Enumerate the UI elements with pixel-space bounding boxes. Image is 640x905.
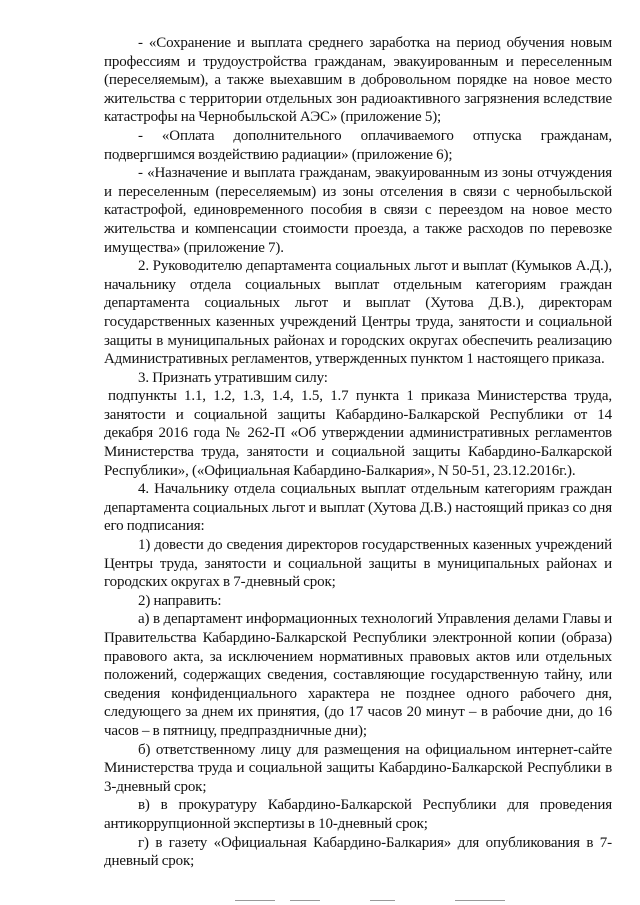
scan-artifact-line [455, 900, 505, 901]
paragraph-appendix-7: - «Назначение и выплата гражданам, эвакуированным из зоны отчуждения и переселенным (переселяемым) из зоны отселения в связи с чернобыльской катастрофой, единовременного пособия в связи с переездом на новое место жительства и компенсации стоимости проезда, а также расходов по перевозке имущества» (приложение 7). [104, 165, 612, 256]
paragraph-repealed-subclauses: подпункты 1.1, 1.2, 1.3, 1.4, 1.5, 1.7 пункта 1 приказа Министерства труда, занятости и социальной защиты Кабардино-Балкарской Республики от 14 декабря 2016 года № 262-П «Об утверждении административных регламентов Министерства труда, занятости и социальной защиты Кабардино-Балкарской Республики», («Официальная Кабардино-Балкария», N 50-51, 23.12.2016г.). [104, 388, 612, 479]
paragraph-subclause-2g: г) в газету «Официальная Кабардино-Балкария» для опубликования в 7-дневный срок; [104, 834, 612, 870]
scan-artifact-line [235, 900, 275, 901]
paragraph-subclause-2: 2) направить: [138, 592, 222, 609]
paragraph-appendix-6: - «Оплата дополнительного оплачиваемого отпуска гражданам, подвергшимся воздействию радиации» (приложение 6); [104, 127, 612, 163]
paragraph-subclause-1: 1) довести до сведения директоров государственных казенных учреждений Центры труда, занятости и социальной защиты в муниципальных районах и городских округах в 7-дневный срок; [104, 537, 612, 591]
paragraph-subclause-2a: а) в департамент информационных технологий Управления делами Главы и Правительства Кабардино-Балкарской Республики электронной копии (образа) правового акта, за исключением нормативных правовых актов или отдельных положений, содержащих сведения, составляющие государственную тайну, или сведения конфиденциального характера не позднее одного рабочего дня, следующего за днем их принятия, (до 17 часов 20 минут – в рабочие дни, до 16 часов – в пятницу, предпраздничные дни); [104, 611, 612, 739]
paragraph-clause-3: 3. Признать утратившим силу: [138, 369, 328, 386]
paragraph-clause-2: 2. Руководителю департамента социальных льгот и выплат (Кумыков А.Д.), начальнику отдела социальных выплат отдельным категориям граждан департамента социальных льгот и выплат (Хутова Д.В.), директорам государственных казенных учреждений Центры труда, занятости и социальной защиты в муниципальных районах и городских округах обеспечить реализацию Административных регламентов, утвержденных пунктом 1 настоящего приказа. [104, 258, 612, 368]
paragraph-subclause-2v: в) в прокуратуру Кабардино-Балкарской Республики для проведения антикоррупционной экспертизы в 10-дневный срок; [104, 797, 612, 832]
paragraph-subclause-2b: б) ответственному лицу для размещения на официальном интернет-сайте Министерства труда и социальной защиты Кабардино-Балкарской Республики в 3-дневный срок; [104, 741, 612, 795]
paragraph-clause-4: 4. Начальнику отдела социальных выплат отдельным категориям граждан департамента социальных льгот и выплат (Хутова Д.В.) настоящий приказ со дня его подписания: [104, 481, 612, 535]
paragraph-appendix-5: - «Сохранение и выплата среднего заработка на период обучения новым профессиям и трудоустройства гражданам, эвакуированным и переселенным (переселяемым), а также выехавшим в добровольном порядке на новое место жительства с территории отдельных зон радиоактивного загрязнения вследствие катастрофы на Чернобыльской АЭС» (приложение 5); [104, 35, 612, 126]
scan-artifact-line [370, 900, 395, 901]
scan-artifact-line [290, 900, 320, 901]
